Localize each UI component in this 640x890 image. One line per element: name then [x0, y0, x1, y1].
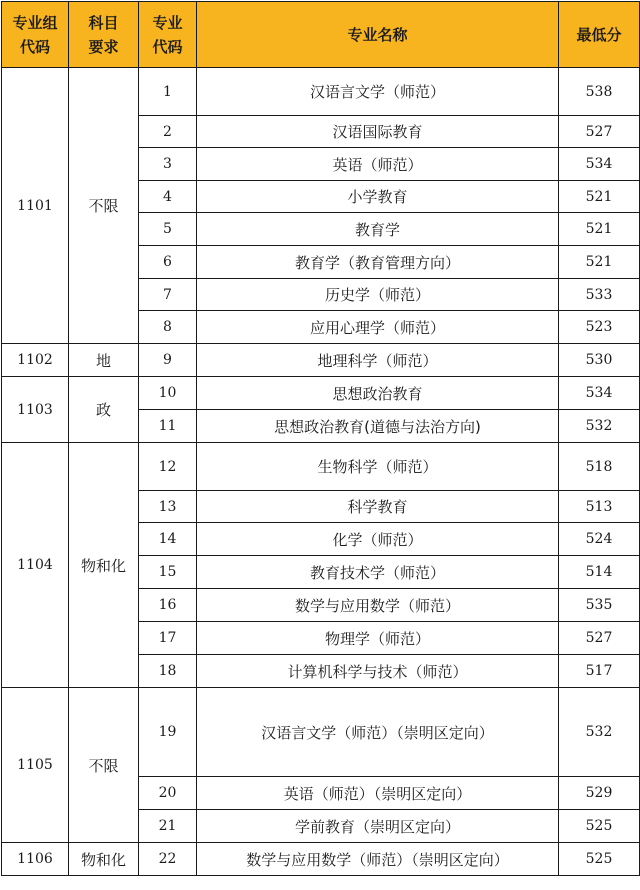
- major-code-cell: 13: [139, 491, 197, 523]
- min-score-cell: 532: [559, 688, 640, 777]
- major-code-cell: 16: [139, 589, 197, 622]
- header-subject-requirement: 科目 要求: [69, 2, 139, 68]
- major-name-cell: 科学教育: [197, 491, 559, 523]
- min-score-cell: 518: [559, 443, 640, 491]
- min-score-cell: 523: [559, 311, 640, 344]
- group-code-cell: 1106: [2, 843, 69, 876]
- table-row: [2, 344, 640, 377]
- major-name-cell: 思想政治教育: [197, 377, 559, 410]
- min-score-cell: 533: [559, 279, 640, 311]
- min-score-cell: 534: [559, 148, 640, 181]
- major-name-cell: 数学与应用数学（师范）: [197, 589, 559, 622]
- table-row: [2, 377, 640, 410]
- header-min-score: 最低分: [559, 2, 640, 68]
- header-row: [2, 2, 640, 68]
- major-name-cell: 汉语言文学（师范）: [197, 68, 559, 116]
- min-score-cell: 513: [559, 491, 640, 523]
- major-name-cell: 汉语国际教育: [197, 116, 559, 148]
- subject-requirement-cell: 不限: [69, 68, 139, 344]
- major-name-cell: 小学教育: [197, 181, 559, 213]
- min-score-cell: 527: [559, 116, 640, 148]
- major-code-cell: 11: [139, 410, 197, 443]
- subject-requirement-cell: 物和化: [69, 443, 139, 688]
- major-name-cell: 英语（师范）（崇明区定向）: [197, 777, 559, 810]
- group-code-cell: 1103: [2, 377, 69, 443]
- major-code-cell: 18: [139, 655, 197, 688]
- subject-requirement-cell: 地: [69, 344, 139, 377]
- min-score-cell: 517: [559, 655, 640, 688]
- major-code-cell: 5: [139, 213, 197, 246]
- major-code-cell: 1: [139, 68, 197, 116]
- major-code-cell: 8: [139, 311, 197, 344]
- major-name-cell: 教育技术学（师范）: [197, 556, 559, 589]
- major-code-cell: 3: [139, 148, 197, 181]
- major-name-cell: 生物科学（师范）: [197, 443, 559, 491]
- major-name-cell: 教育学: [197, 213, 559, 246]
- table-row: [2, 688, 640, 777]
- major-code-cell: 19: [139, 688, 197, 777]
- subject-requirement-cell: 物和化: [69, 843, 139, 876]
- min-score-cell: 538: [559, 68, 640, 116]
- table-row: [2, 68, 640, 116]
- table-row: [2, 443, 640, 491]
- min-score-cell: 532: [559, 410, 640, 443]
- major-name-cell: 教育学（教育管理方向）: [197, 246, 559, 279]
- major-name-cell: 汉语言文学（师范）（崇明区定向）: [197, 688, 559, 777]
- group-code-cell: 1101: [2, 68, 69, 344]
- subject-requirement-cell: 政: [69, 377, 139, 443]
- admission-score-table: [1, 1, 640, 876]
- major-code-cell: 12: [139, 443, 197, 491]
- min-score-cell: 524: [559, 523, 640, 556]
- major-name-cell: 数学与应用数学（师范）（崇明区定向）: [197, 843, 559, 876]
- min-score-cell: 534: [559, 377, 640, 410]
- major-code-cell: 15: [139, 556, 197, 589]
- group-code-cell: 1104: [2, 443, 69, 688]
- major-name-cell: 物理学（师范）: [197, 622, 559, 655]
- min-score-cell: 521: [559, 181, 640, 213]
- major-code-cell: 21: [139, 810, 197, 843]
- min-score-cell: 525: [559, 810, 640, 843]
- min-score-cell: 521: [559, 213, 640, 246]
- major-code-cell: 9: [139, 344, 197, 377]
- major-code-cell: 20: [139, 777, 197, 810]
- min-score-cell: 525: [559, 843, 640, 876]
- major-code-cell: 14: [139, 523, 197, 556]
- major-name-cell: 应用心理学（师范）: [197, 311, 559, 344]
- header-major-name: 专业名称: [197, 2, 559, 68]
- major-code-cell: 10: [139, 377, 197, 410]
- major-code-cell: 2: [139, 116, 197, 148]
- major-name-cell: 化学（师范）: [197, 523, 559, 556]
- group-code-cell: 1105: [2, 688, 69, 843]
- major-code-cell: 6: [139, 246, 197, 279]
- min-score-cell: 535: [559, 589, 640, 622]
- major-name-cell: 英语（师范）: [197, 148, 559, 181]
- major-name-cell: 思想政治教育(道德与法治方向): [197, 410, 559, 443]
- group-code-cell: 1102: [2, 344, 69, 377]
- table-row: [2, 843, 640, 876]
- major-code-cell: 22: [139, 843, 197, 876]
- major-name-cell: 历史学（师范）: [197, 279, 559, 311]
- min-score-cell: 529: [559, 777, 640, 810]
- major-name-cell: 地理科学（师范）: [197, 344, 559, 377]
- header-group-code: 专业组 代码: [2, 2, 69, 68]
- min-score-cell: 527: [559, 622, 640, 655]
- min-score-cell: 521: [559, 246, 640, 279]
- major-name-cell: 计算机科学与技术（师范）: [197, 655, 559, 688]
- subject-requirement-cell: 不限: [69, 688, 139, 843]
- min-score-cell: 530: [559, 344, 640, 377]
- min-score-cell: 514: [559, 556, 640, 589]
- major-name-cell: 学前教育（崇明区定向）: [197, 810, 559, 843]
- major-code-cell: 7: [139, 279, 197, 311]
- major-code-cell: 4: [139, 181, 197, 213]
- major-code-cell: 17: [139, 622, 197, 655]
- header-major-code: 专业 代码: [139, 2, 197, 68]
